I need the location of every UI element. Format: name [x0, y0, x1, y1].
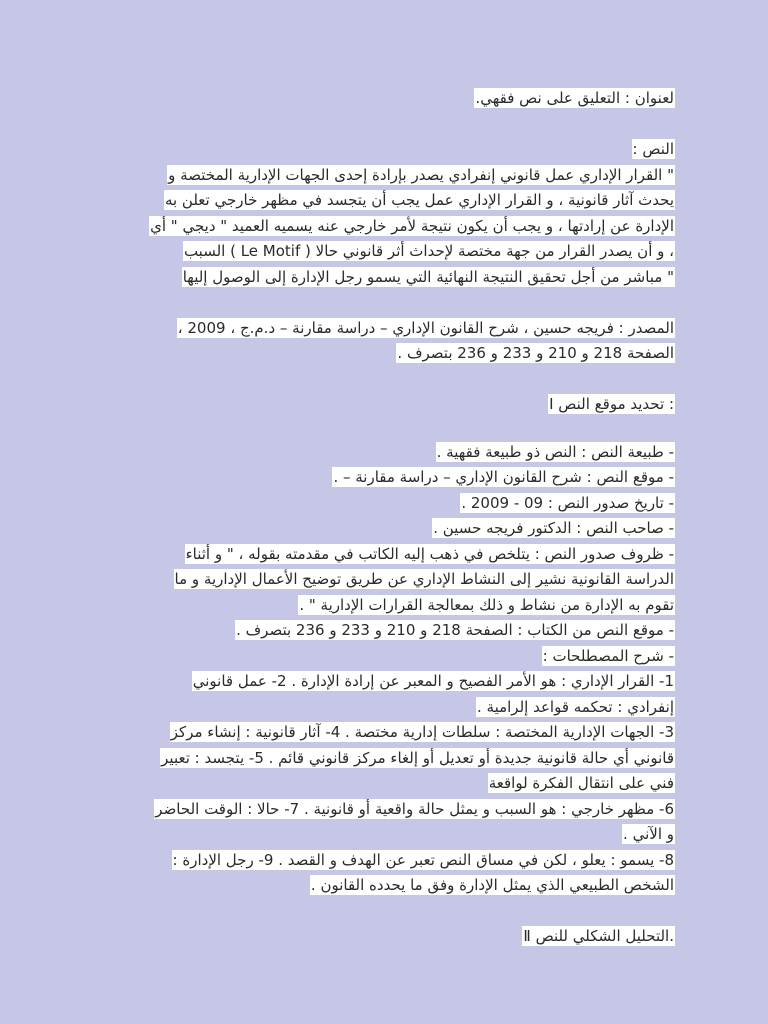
source-line: المصدر : فريجه حسين ، شرح القانون الإداري – دراسة مقارنة – د.م.ج ، 2009 ،	[177, 318, 674, 337]
location-items	[95, 440, 675, 670]
text-line: الإدارة عن إرادتها ، و يجب أن يكون نتيجة لأمر خارجي عنه يسميه العميد " ديجي " أي	[150, 216, 674, 235]
term-line: 3- الجهات الإدارية المختصة : سلطات إدارية مختصة . 4- آثار قانونية : إنشاء مركز	[170, 723, 674, 741]
quoted-text	[95, 163, 675, 291]
list-item: - صاحب النص : الدكتور فريجه حسين .	[433, 519, 674, 537]
term-line: 1- القرار الإداري : هو الأمر الفصيح و المعبر عن إرادة الإدارة . 2- عمل قانوني	[192, 672, 674, 690]
term-line: قانوني أي حالة قانونية جديدة أو تعديل أو إلغاء مركز قانوني قائم . 5- يتجسد : تعبير	[161, 748, 674, 767]
term-line: 6- مظهر خارجي : هو السبب و يمثل حالة واقعية أو قانونية . 7- حالا : الوقت الحاضر	[155, 799, 674, 818]
term-line: و الآني .	[623, 825, 674, 843]
list-item: - طبيعة النص : النص ذو طبيعة فقهية .	[436, 442, 674, 461]
document-body	[95, 86, 675, 950]
text-line: " القرار الإداري عمل قانوني إنفرادي يصدر بإرادة إحدى الجهات الإدارية المختصة و	[168, 165, 674, 184]
terms-heading: - شرح المصطلحات :	[542, 646, 674, 665]
term-line: 8- يسمو : يعلو ، لكن في مساق النص تعبر عن الهدف و القصد . 9- رجل الإدارة :	[172, 850, 674, 869]
circumstances-line: تقوم به الإدارة من نشاط و ذلك بمعالجة القرارات الإدارية " .	[299, 595, 674, 614]
circumstances-line: - ظروف صدور النص : يتلخص في ذهب إليه الكاتب في مقدمته بقوله ، " و أثناء	[185, 544, 674, 563]
list-item: - موقع النص من الكتاب : الصفحة 218 و 210 و 233 و 236 بتصرف .	[236, 621, 674, 639]
text-line: يحدث آثار قانونية ، و القرار الإداري عمل يجب أن يتجسد في مظهر خارجي تعلن به	[164, 191, 674, 209]
term-line: الشخص الطبيعي الذي يمثل الإدارة وفق ما يحدده القانون .	[310, 876, 674, 894]
circumstances-line: الدراسة القانونية نشير إلى النشاط الإداري عن طريق توضيح الأعمال الإدارية و ما	[174, 570, 674, 588]
terms-list	[95, 669, 675, 899]
source-citation	[95, 316, 675, 367]
text-heading: النص :	[632, 140, 674, 158]
text-line: " مباشر من أجل تحقيق النتيجة النهائية التي يسمو رجل الإدارة إلى الوصول إليها	[182, 267, 674, 286]
text-line: ، و أن يصدر القرار من جهة مختصة لإحداث أثر قانوني حالا ( Le Motif ) السبب	[183, 242, 674, 260]
list-item: - تاريخ صدور النص : 09 - 2009 .	[461, 493, 674, 512]
section-heading-location: Ⅰ تحديد موقع النص :	[549, 395, 674, 413]
term-line: فني على انتقال الفكرة لواقعة	[488, 774, 674, 792]
source-line: الصفحة 218 و 210 و 233 و 236 بتصرف .	[397, 344, 674, 362]
list-item: - موقع النص : شرح القانون الإداري – دراسة مقارنة – .	[333, 468, 674, 486]
term-line: إنفرادي : تحكمه قواعد إلرامية .	[476, 697, 674, 716]
section-heading-analysis: Ⅱ التحليل الشكلي للنص.	[523, 927, 674, 945]
document-title: لعنوان : التعليق على نص فقهي.	[475, 89, 674, 107]
